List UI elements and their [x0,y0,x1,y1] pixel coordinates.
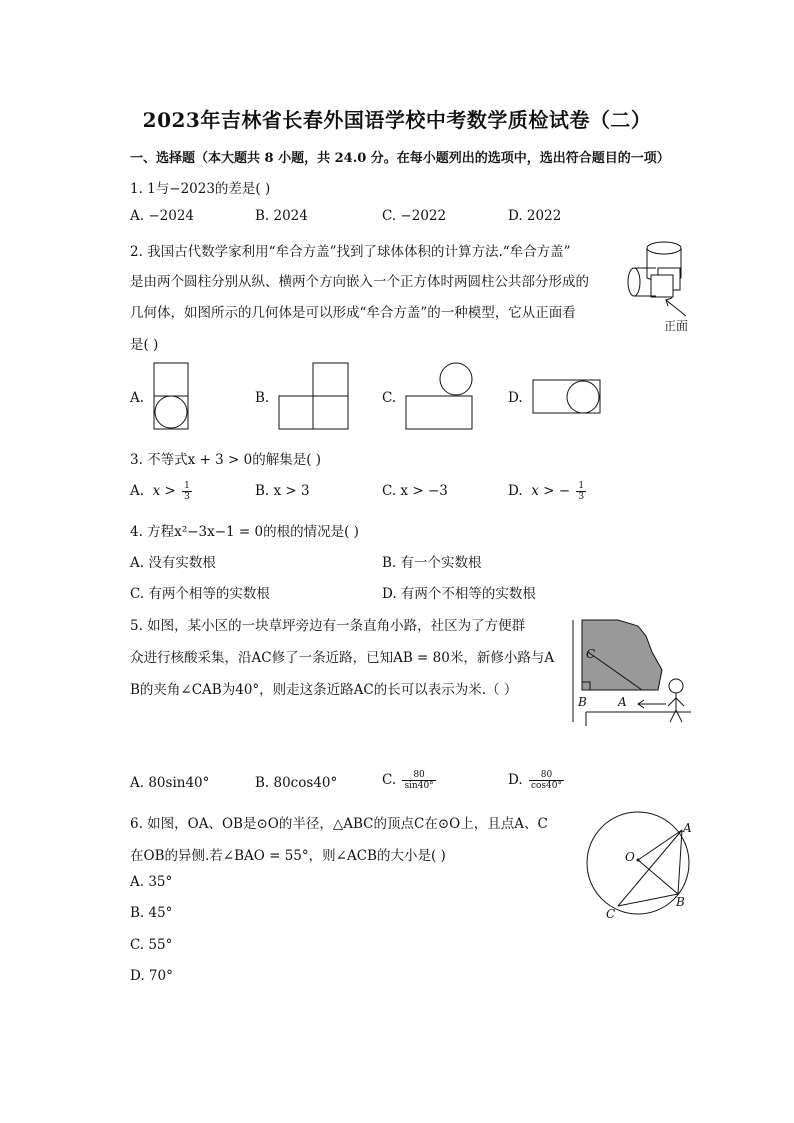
q5-line-1: 5. 如图，某小区的一块草坪旁边有一条直角小路，社区为了方便群 [130,618,526,634]
q3-option-a-letter: A. [130,483,145,499]
q4-option-b: B. 有一个实数根 [382,555,482,571]
q1-option-a: A. −2024 [130,208,194,224]
q2-option-c: C. [382,390,397,406]
q6-option-a: A. 35° [130,874,173,890]
q6-label-a: A [683,821,692,835]
q5-option-c-letter: C. [382,772,397,788]
q2-solid-figure [622,238,698,334]
q6-line-1: 6. 如图，OA、OB是⊙O的半径，△ABC的顶点C在⊙O上，且点A、C [130,816,548,832]
q3-option-a-fraction: $\frac{1}{3}$ [184,481,190,502]
q1-option-d: D. 2022 [508,208,562,224]
q3-option-b: B. x > 3 [255,483,310,499]
q3-stem: 3. 不等式x + 3 > 0的解集是( ) [130,452,322,468]
q5-option-c-fraction: $\frac{80}{\sin 40^\circ}$ [404,770,434,791]
q3-option-a-expr: x > [152,483,176,499]
q2-option-d-figure [532,379,602,415]
q4-option-a: A. 没有实数根 [130,555,216,571]
q3-option-d [508,481,586,502]
q2-option-d: D. [508,390,523,406]
q4-option-d: D. 有两个不相等的实数根 [382,586,536,602]
q6-line-2: 在OB的异侧.若∠BAO = 55°，则∠ACB的大小是( ) [130,848,446,864]
q3-option-a [130,481,192,502]
page-title: 2023年吉林省长春外国语学校中考数学质检试卷（二） [142,108,652,132]
q5-line-3: B的夹角∠CAB为40°，则走这条近路AC的长可以表示为米.（ ） [130,682,518,698]
q1-option-b: B. 2024 [255,208,308,224]
q5-label-a: A [618,695,627,709]
q6-option-c: C. 55° [130,937,173,953]
q6-label-b: B [676,895,685,909]
q5-option-d-fraction: $\frac{80}{\cos 40^\circ}$ [530,770,562,791]
q5-option-d-letter: D. [508,772,523,788]
q5-option-c [382,770,436,791]
q2-option-c-figure [404,362,474,430]
q5-label-c: C [586,647,596,661]
q4-stem: 4. 方程x²−3x−1 = 0的根的情况是( ) [130,524,359,540]
q5-lawn-figure [566,612,696,732]
q5-line-2: 众进行核酸采集，沿AC修了一条近路，已知AB = 80米，新修小路与A [130,650,555,666]
q6-option-b: B. 45° [130,905,173,921]
q5-label-b: B [578,695,587,709]
q5-option-d [508,770,564,791]
q1-stem: 1. 1与−2023的差是( ) [130,181,271,197]
q2-option-a: A. [130,390,145,406]
q4-option-c: C. 有两个相等的实数根 [130,586,270,602]
q2-line-4: 是( ) [130,337,159,353]
q2-option-b: B. [255,390,270,406]
q2-front-label: 正面 [664,319,689,333]
q3-option-d-expr: x > − [531,483,571,499]
q1-option-c: C. −2022 [382,208,447,224]
q3-option-d-letter: D. [508,483,523,499]
q2-option-a-figure [153,362,189,430]
q5-option-a: A. 80sin40° [130,775,210,791]
q3-option-d-fraction: $\frac{1}{3}$ [578,481,585,502]
section-heading: 一、选择题（本大题共 8 小题，共 24.0 分。在每小题列出的选项中，选出符合题目的一项） [130,151,670,166]
q2-line-3: 几何体，如图所示的几何体是可以形成“牟合方盖”的一种模型，它从正面看 [130,305,576,321]
q6-circle-figure [580,808,700,922]
q5-option-b: B. 80cos40° [255,775,338,791]
q6-option-d: D. 70° [130,968,173,984]
q2-line-2: 是由两个圆柱分别从纵、横两个方向嵌入一个正方体时两圆柱公共部分形成的 [130,274,589,290]
q2-line-1: 2. 我国古代数学家利用“牟合方盖”找到了球体体积的计算方法.“牟合方盖” [130,244,571,260]
q3-option-c: C. x > −3 [382,483,448,499]
q2-option-b-figure [278,362,350,430]
q6-label-o: O [625,850,635,864]
q6-label-c: C [606,907,616,921]
